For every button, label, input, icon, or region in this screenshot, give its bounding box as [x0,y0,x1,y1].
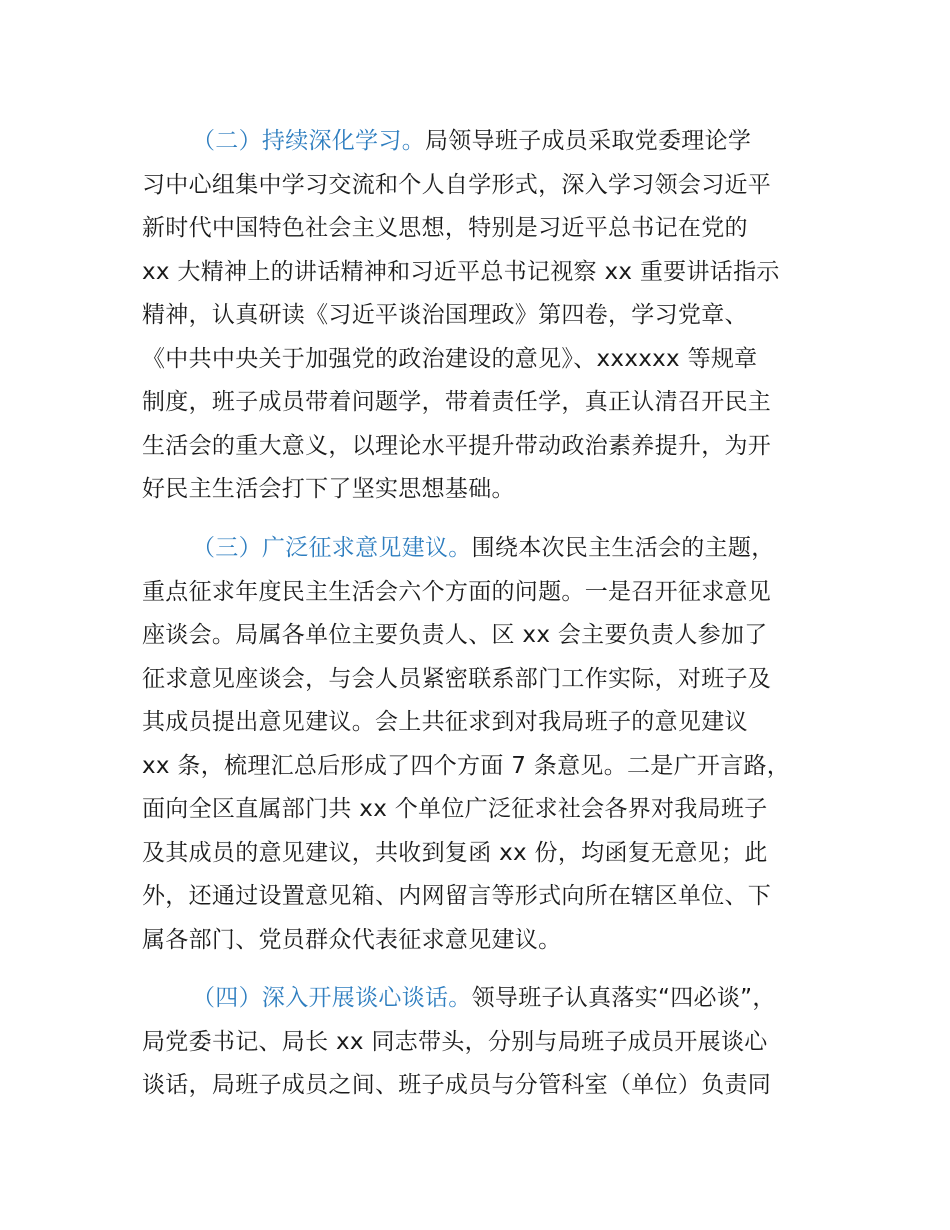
body-line: 面向全区直属部门共 xx 个单位广泛征求社会各界对我局班子 [142,796,768,822]
body-line: 及其成员的意见建议，共收到复函 xx 份，均函复无意见；此 [142,839,768,866]
body-text: 局领导班子成员采取党委理论学 [425,128,752,154]
body-line: 征求意见座谈会，与会人员紧密联系部门工作实际，对班子及 [142,665,772,692]
section-heading: （二）持续深化学习。 [192,128,425,154]
section-heading: （四）深入开展谈心谈话。 [192,985,472,1011]
paragraph-first-line [142,120,822,164]
body-text: 围绕本次民主生活会的主题， [471,535,775,561]
body-line: 习中心组集中学习交流和个人自学形式，深入学习领会习近平 [142,171,772,198]
body-line: xx 大精神上的讲话精神和习近平总书记视察 xx 重要讲话指示 [142,258,780,285]
paragraph-first-line [142,977,822,1021]
section-heading: （三）广泛征求意见建议。 [192,535,472,561]
paragraph-first-line [142,527,822,571]
body-line: 新时代中国特色社会主义思想，特别是习近平总书记在党的 [142,215,748,241]
body-line: 其成员提出意见建议。会上共征求到对我局班子的意见建议 [142,709,748,735]
body-line: xx 条，梳理汇总后形成了四个方面 7 条意见。二是广开言路， [142,752,791,779]
body-line: 好民主生活会打下了坚实思想基础。 [142,476,515,502]
paragraph-continue-study [142,120,822,512]
body-line: 外，还通过设置意见箱、内网留言等形式向所在辖区单位、下 [142,883,772,909]
body-text: 领导班子认真落实“四必谈”， [471,985,776,1011]
paragraph-solicit-opinions [142,527,822,962]
body-line: 座谈会。局属各单位主要负责人、区 xx 会主要负责人参加了 [142,622,768,648]
body-line: 生活会的重大意义，以理论水平提升带动政治素养提升，为开 [142,432,772,459]
body-line: 《中共中央关于加强党的政治建设的意见》、xxxxxx 等规章 [142,345,758,372]
body-line: 精神，认真研读《习近平谈治国理政》第四卷，学习党章、 [142,302,748,328]
body-line: 制度，班子成员带着问题学，带着责任学，真正认清召开民主 [142,389,772,415]
body-line: 谈话，局班子成员之间、班子成员与分管科室（单位）负责同 [142,1072,772,1098]
paragraph-heart-to-heart-talks [142,977,822,1108]
body-line: 重点征求年度民主生活会六个方面的问题。一是召开征求意见 [142,578,772,605]
body-line: 局党委书记、局长 xx 同志带头，分别与局班子成员开展谈心 [142,1028,768,1055]
body-line: 属各部门、党员群众代表征求意见建议。 [142,926,562,953]
